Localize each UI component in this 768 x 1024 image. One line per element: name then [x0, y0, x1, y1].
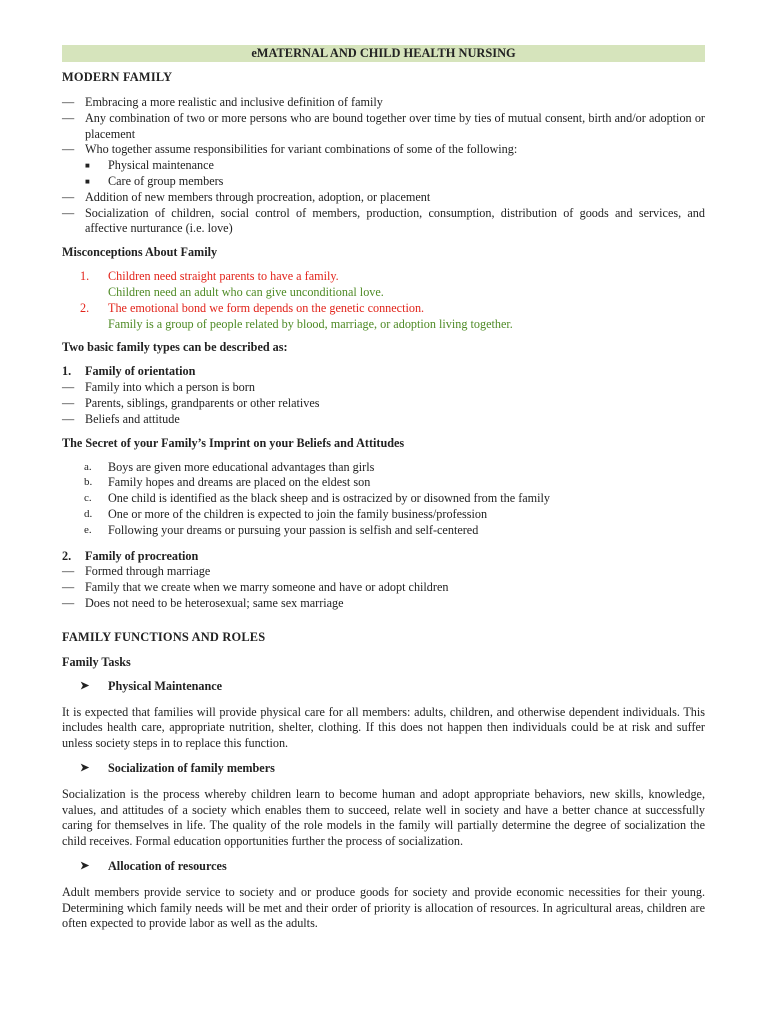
- sub-list-item: ■ Care of group members: [85, 173, 224, 188]
- square-bullet-icon: ■: [85, 176, 90, 186]
- dash-icon: —: [62, 205, 75, 220]
- list-item: — Family that we create when we marry someone and have or adopt children: [62, 580, 449, 595]
- misconceptions-heading: Misconceptions About Family: [62, 245, 218, 260]
- list-item: — Addition of new members through procreation, adoption, or placement: [62, 189, 431, 204]
- list-item: d. One or more of the children is expected to join the family business/profession: [84, 506, 488, 521]
- list-item: — Embracing a more realistic and inclusive definition of family: [62, 95, 383, 109]
- sub-list-item: ■ Physical maintenance: [85, 158, 214, 173]
- list-item: — Formed through marriage: [62, 564, 211, 579]
- dash-icon: —: [62, 395, 75, 410]
- arrowhead-icon: ➤: [80, 679, 90, 692]
- arrowhead-icon: ➤: [80, 762, 90, 775]
- dash-icon: —: [62, 564, 75, 579]
- document-page: [62, 45, 705, 942]
- dash-icon: —: [62, 142, 75, 157]
- dash-icon: —: [62, 95, 75, 109]
- dash-icon: —: [62, 110, 75, 125]
- misconception-truth: Family is a group of people related by blood, marriage, or adoption living together.: [108, 316, 513, 331]
- task-body: Adult members provide service to society and or produce goods for society and provide economic necessities for their young. Determining which family needs will be met and their order of priority is allocation of resources. In agricultural areas, children are often expected to provide labor as well as the adults.: [62, 885, 705, 931]
- list-item: — Socialization of children, social control of members, production, consumption, distribution of goods and services, and affective nurturance (i.e. love): [62, 205, 705, 236]
- arrowhead-icon: ➤: [80, 860, 90, 873]
- list-item: b. Family hopes and dreams are placed on the eldest son: [84, 475, 371, 490]
- task-title: ➤ Socialization of family members: [80, 761, 275, 776]
- dash-icon: —: [62, 189, 75, 204]
- secret-heading: The Secret of your Family’s Imprint on your Beliefs and Attitudes: [62, 435, 405, 450]
- task-body: Socialization is the process whereby children learn to become human and adopt appropriate behaviors, new skills, knowledge, values, and attitudes of a society which enables them to succeed, relate well in society and have a better chance at successfully caring for themselves in life. The quality of the role models in the family will partially determine the degree of socialization the child receives. Formal education opportunities further the process of socialization.: [62, 787, 705, 848]
- task-title: ➤ Allocation of resources: [80, 859, 227, 874]
- list-item: — Does not need to be heterosexual; same sex marriage: [62, 595, 344, 610]
- dash-icon: —: [62, 580, 75, 595]
- list-item: — Any combination of two or more persons who are bound together over time by ties of mutual consent, birth and/or adoption or placement: [62, 110, 705, 141]
- list-item: — Who together assume responsibilities for variant combinations of some of the following:: [62, 142, 518, 157]
- misconception-myth: 2. The emotional bond we form depends on the genetic connection.: [80, 300, 425, 315]
- square-bullet-icon: ■: [85, 161, 90, 171]
- list-item: e. Following your dreams or pursuing your passion is selfish and self-centered: [84, 522, 479, 537]
- list-item: a. Boys are given more educational advantages than girls: [84, 459, 375, 474]
- family-types-heading: Two basic family types can be described as:: [62, 340, 288, 355]
- dash-icon: —: [62, 380, 75, 395]
- task-body: It is expected that families will provide physical care for all members: adults, children, and otherwise dependent individuals. This includes health care, appropriate nutrition, shelter, clothing. If this does not happen then individuals could be at risk and suffer unless society steps in to replace this function.: [62, 704, 705, 750]
- list-item: — Beliefs and attitude: [62, 411, 180, 426]
- modern-family-heading: MODERN FAMILY: [62, 70, 173, 84]
- misconception-myth: 1. Children need straight parents to have a family.: [80, 269, 339, 284]
- list-item: c. One child is identified as the black sheep and is ostracized by or disowned from the family: [84, 491, 551, 506]
- list-item: — Family into which a person is born: [62, 380, 255, 395]
- task-title: ➤ Physical Maintenance: [80, 678, 223, 693]
- list-item: — Parents, siblings, grandparents or other relatives: [62, 395, 320, 410]
- procreation-title: 2. Family of procreation: [62, 548, 199, 563]
- page-banner: eMATERNAL AND CHILD HEALTH NURSING: [62, 45, 705, 62]
- dash-icon: —: [62, 411, 75, 426]
- misconception-truth: Children need an adult who can give unconditional love.: [108, 284, 384, 299]
- orientation-title: 1. Family of orientation: [62, 364, 196, 379]
- dash-icon: —: [62, 595, 75, 610]
- family-tasks-heading: Family Tasks: [62, 654, 131, 669]
- functions-heading: FAMILY FUNCTIONS AND ROLES: [62, 629, 266, 644]
